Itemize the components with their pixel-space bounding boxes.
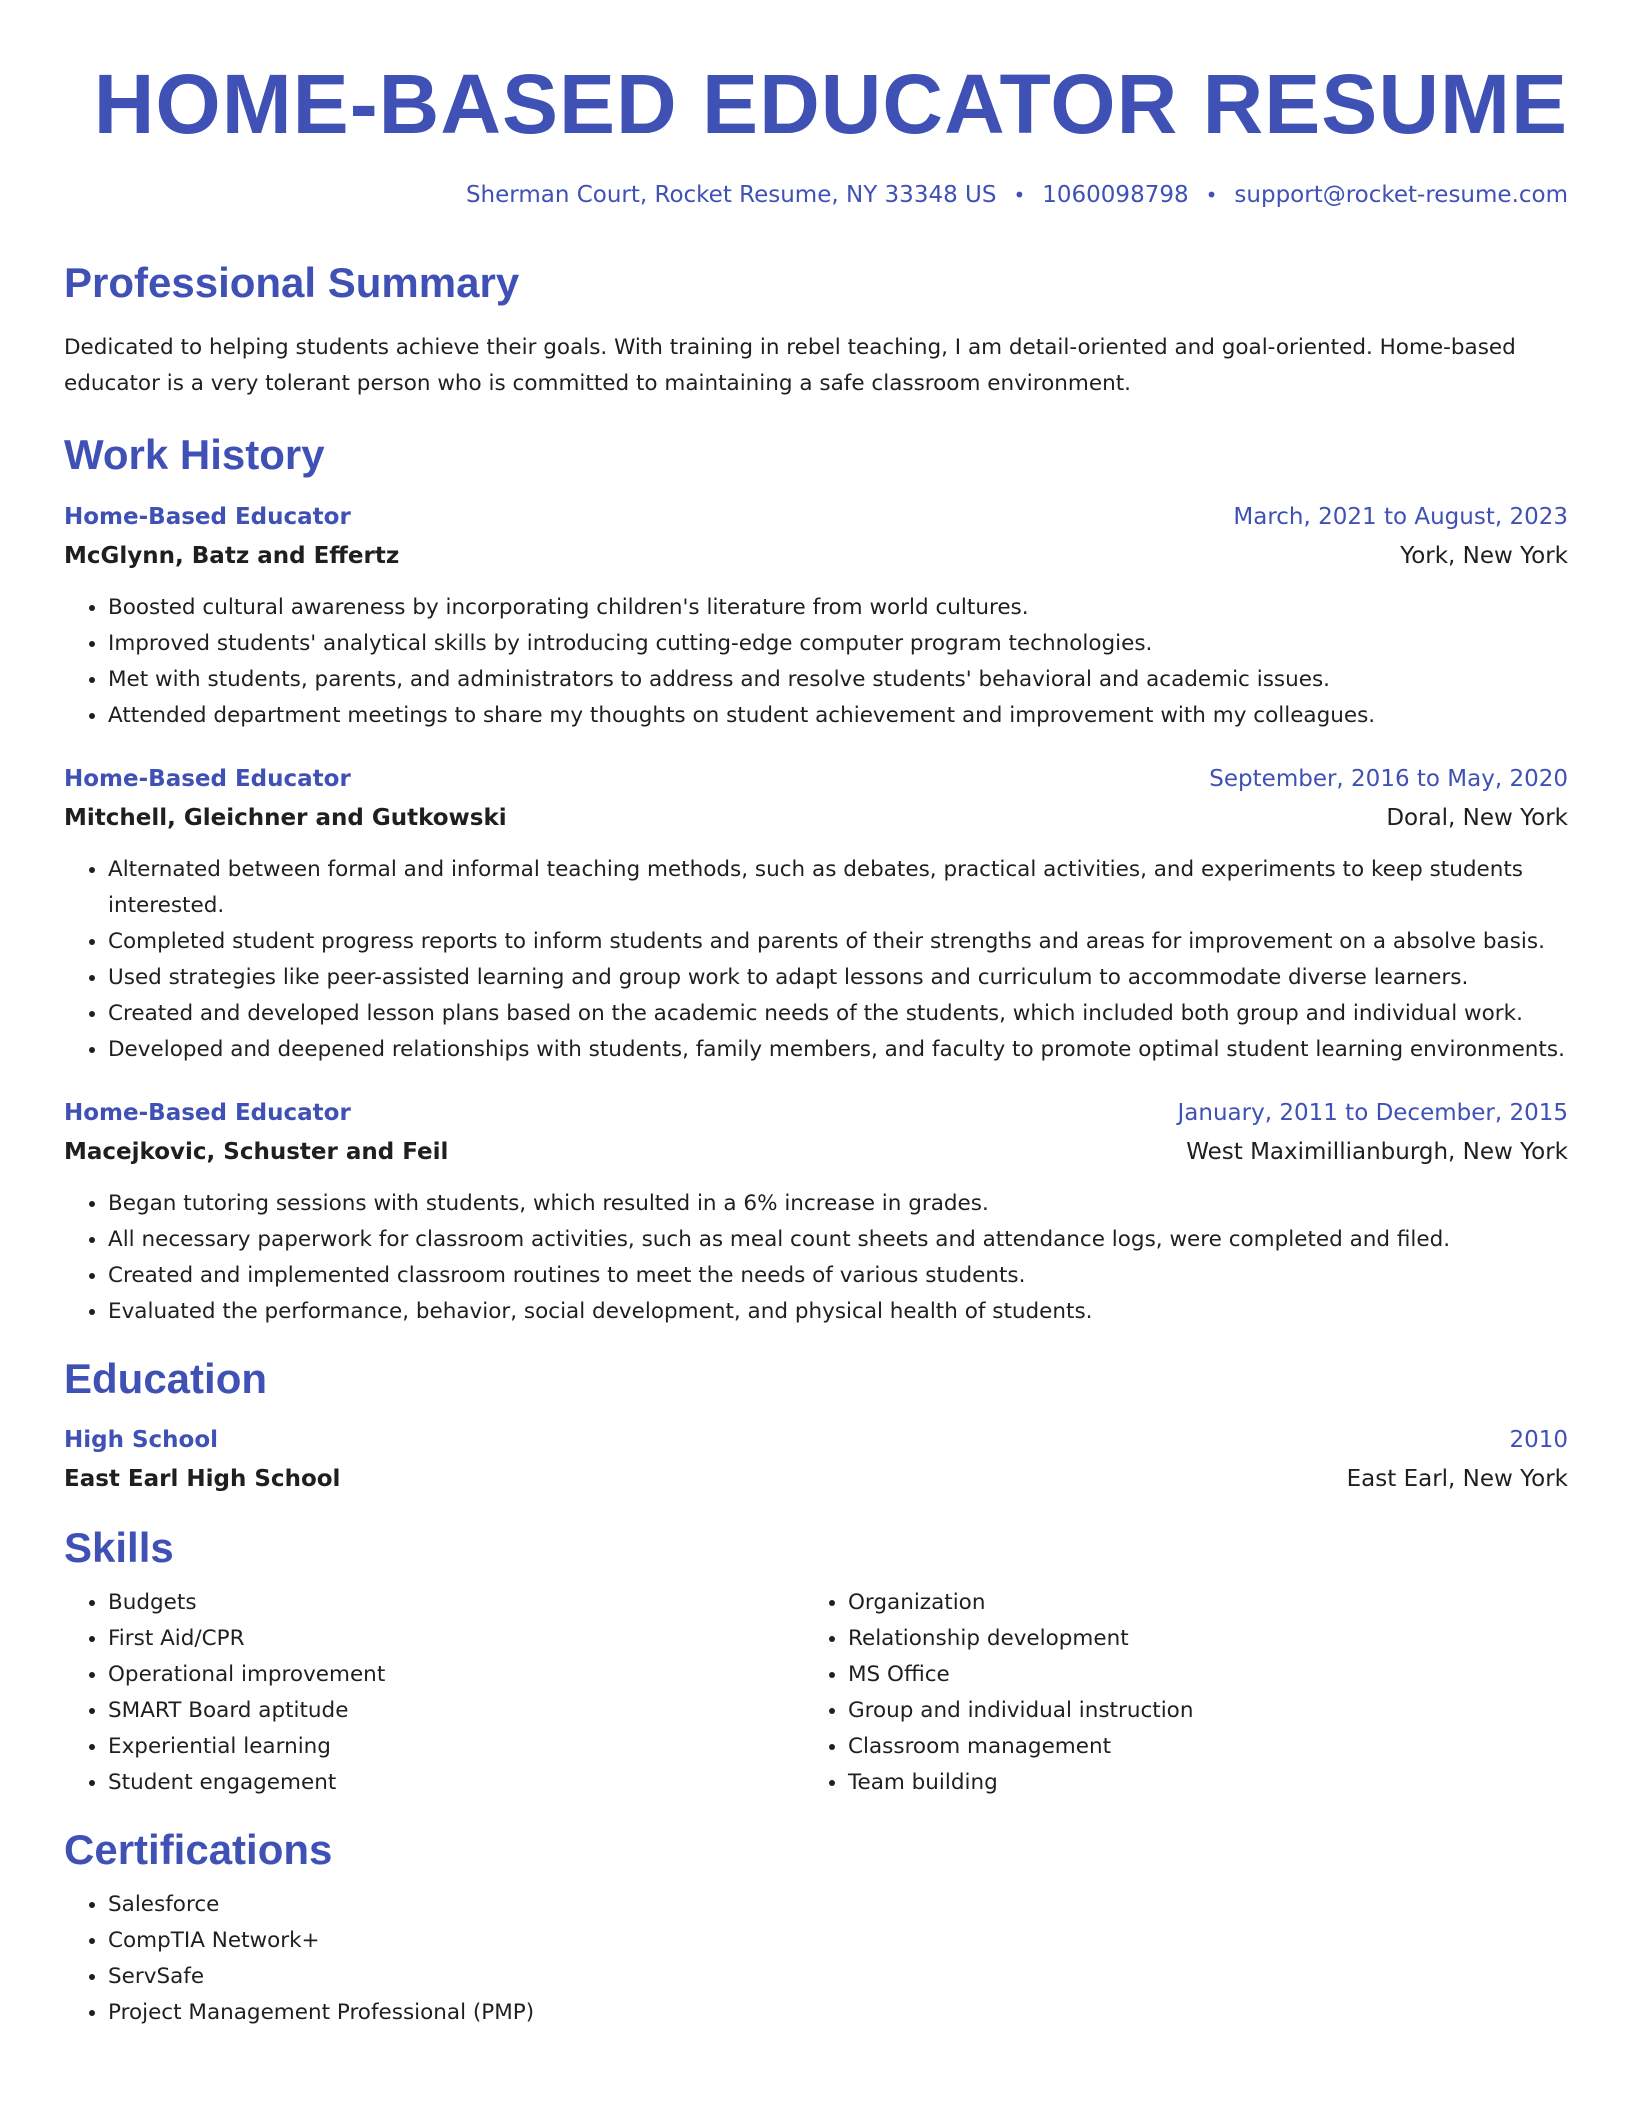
list-item: • Developed and deepened relationships with students, family members, and faculty to promote optimal student learning environments. [108, 1032, 1568, 1068]
skill-item: • Operational improvement [108, 1657, 804, 1693]
job-entry [64, 760, 1568, 1068]
job-title: Home-Based Educator [64, 1100, 351, 1127]
list-item: • Created and developed lesson plans based on the academic needs of the students, which included both group and individual work. [108, 996, 1568, 1032]
skill-item: • Student engagement [108, 1765, 804, 1801]
job-title: Home-Based Educator [64, 766, 351, 793]
work-history-section [64, 432, 1568, 1330]
skill-item: • Relationship development [848, 1621, 1544, 1657]
skill-item: • SMART Board aptitude [108, 1693, 804, 1729]
job-dates: March, 2021 to August, 2023 [1233, 504, 1568, 531]
education-heading: Education [64, 1355, 268, 1403]
skill-item: • Experiential learning [108, 1729, 804, 1765]
skill-item: • Team building [848, 1765, 1544, 1801]
certification-item: • ServSafe [108, 1959, 1568, 1995]
certifications-list [64, 1887, 1568, 2031]
company-name: Macejkovic, Schuster and Feil [64, 1139, 449, 1166]
school-location: East Earl, New York [1346, 1465, 1568, 1492]
list-item: • Used strategies like peer-assisted learning and group work to adapt lessons and curriculum to accommodate diverse learners. [108, 960, 1568, 996]
list-item: • Evaluated the performance, behavior, social development, and physical health of students. [108, 1294, 1568, 1330]
separator-dot: • [1205, 183, 1218, 207]
list-item: • Began tutoring sessions with students, which resulted in a 6% increase in grades. [108, 1186, 1568, 1222]
school-name: East Earl High School [64, 1465, 341, 1492]
summary-section [64, 260, 1568, 402]
skills-heading: Skills [64, 1523, 174, 1571]
list-item: • Boosted cultural awareness by incorporating children's literature from world cultures. [108, 590, 1568, 626]
separator-dot: • [1013, 183, 1026, 207]
job-location: Doral, New York [1386, 805, 1568, 832]
certification-item: • Project Management Professional (PMP) [108, 1995, 1568, 2031]
skill-item: • MS Office [848, 1657, 1544, 1693]
job-bullets [64, 852, 1568, 1068]
phone: 1060098798 [1042, 182, 1189, 208]
company-name: McGlynn, Batz and Effertz [64, 543, 400, 570]
list-item: • Attended department meetings to share my thoughts on student achievement and improvement with my colleagues. [108, 698, 1568, 734]
job-dates: January, 2011 to December, 2015 [1177, 1100, 1568, 1127]
address: Sherman Court, Rocket Resume, NY 33348 US [465, 182, 997, 208]
skill-item: • Budgets [108, 1585, 804, 1621]
list-item: • Created and implemented classroom routines to meet the needs of various students. [108, 1258, 1568, 1294]
list-item: • Completed student progress reports to inform students and parents of their strengths and areas for improvement on a absolve basis. [108, 924, 1568, 960]
job-bullets [64, 590, 1568, 734]
certifications-section [64, 1827, 1568, 2031]
resume-title: HOME-BASED EDUCATOR RESUME [93, 57, 1568, 151]
resume-page [64, 0, 1568, 2112]
job-title: Home-Based Educator [64, 504, 351, 531]
degree: High School [64, 1426, 219, 1453]
skills-list-right [804, 1585, 1544, 1801]
list-item: • Met with students, parents, and administrators to address and resolve students' behavioral and academic issues. [108, 662, 1568, 698]
job-entry [64, 1094, 1568, 1330]
job-location: York, New York [1400, 543, 1568, 570]
job-entry [64, 498, 1568, 734]
education-section [64, 1356, 1568, 1498]
job-bullets [64, 1186, 1568, 1330]
certification-item: • CompTIA Network+ [108, 1923, 1568, 1959]
work-history-heading: Work History [64, 431, 325, 479]
job-location: West Maximillianburgh, New York [1186, 1139, 1568, 1166]
skills-list-left [64, 1585, 804, 1801]
contact-line [64, 182, 1568, 208]
list-item: • Alternated between formal and informal teaching methods, such as debates, practical activities, and experiments to keep students interested. [108, 852, 1568, 924]
graduation-year: 2010 [1509, 1426, 1568, 1453]
skills-section [64, 1525, 1568, 1801]
certification-item: • Salesforce [108, 1887, 1568, 1923]
list-item: • Improved students' analytical skills by introducing cutting-edge computer program technologies. [108, 626, 1568, 662]
summary-text: Dedicated to helping students achieve their goals. With training in rebel teaching, I am detail-oriented and goal-oriented. Home-based educator is a very tolerant person who is committed to maintaining a safe classroom environment. [64, 335, 1516, 397]
summary-heading: Professional Summary [64, 259, 520, 306]
skill-item: • Organization [848, 1585, 1544, 1621]
job-dates: September, 2016 to May, 2020 [1209, 766, 1568, 793]
certifications-heading: Certifications [64, 1825, 333, 1873]
skill-item: • Group and individual instruction [848, 1693, 1544, 1729]
skill-item: • Classroom management [848, 1729, 1544, 1765]
education-entry [64, 1421, 1568, 1499]
list-item: • All necessary paperwork for classroom activities, such as meal count sheets and attendance logs, were completed and filed. [108, 1222, 1568, 1258]
company-name: Mitchell, Gleichner and Gutkowski [64, 805, 507, 832]
skill-item: • First Aid/CPR [108, 1621, 804, 1657]
email-link[interactable]: support@rocket-resume.com [1234, 182, 1568, 208]
skills-grid [64, 1585, 1568, 1801]
